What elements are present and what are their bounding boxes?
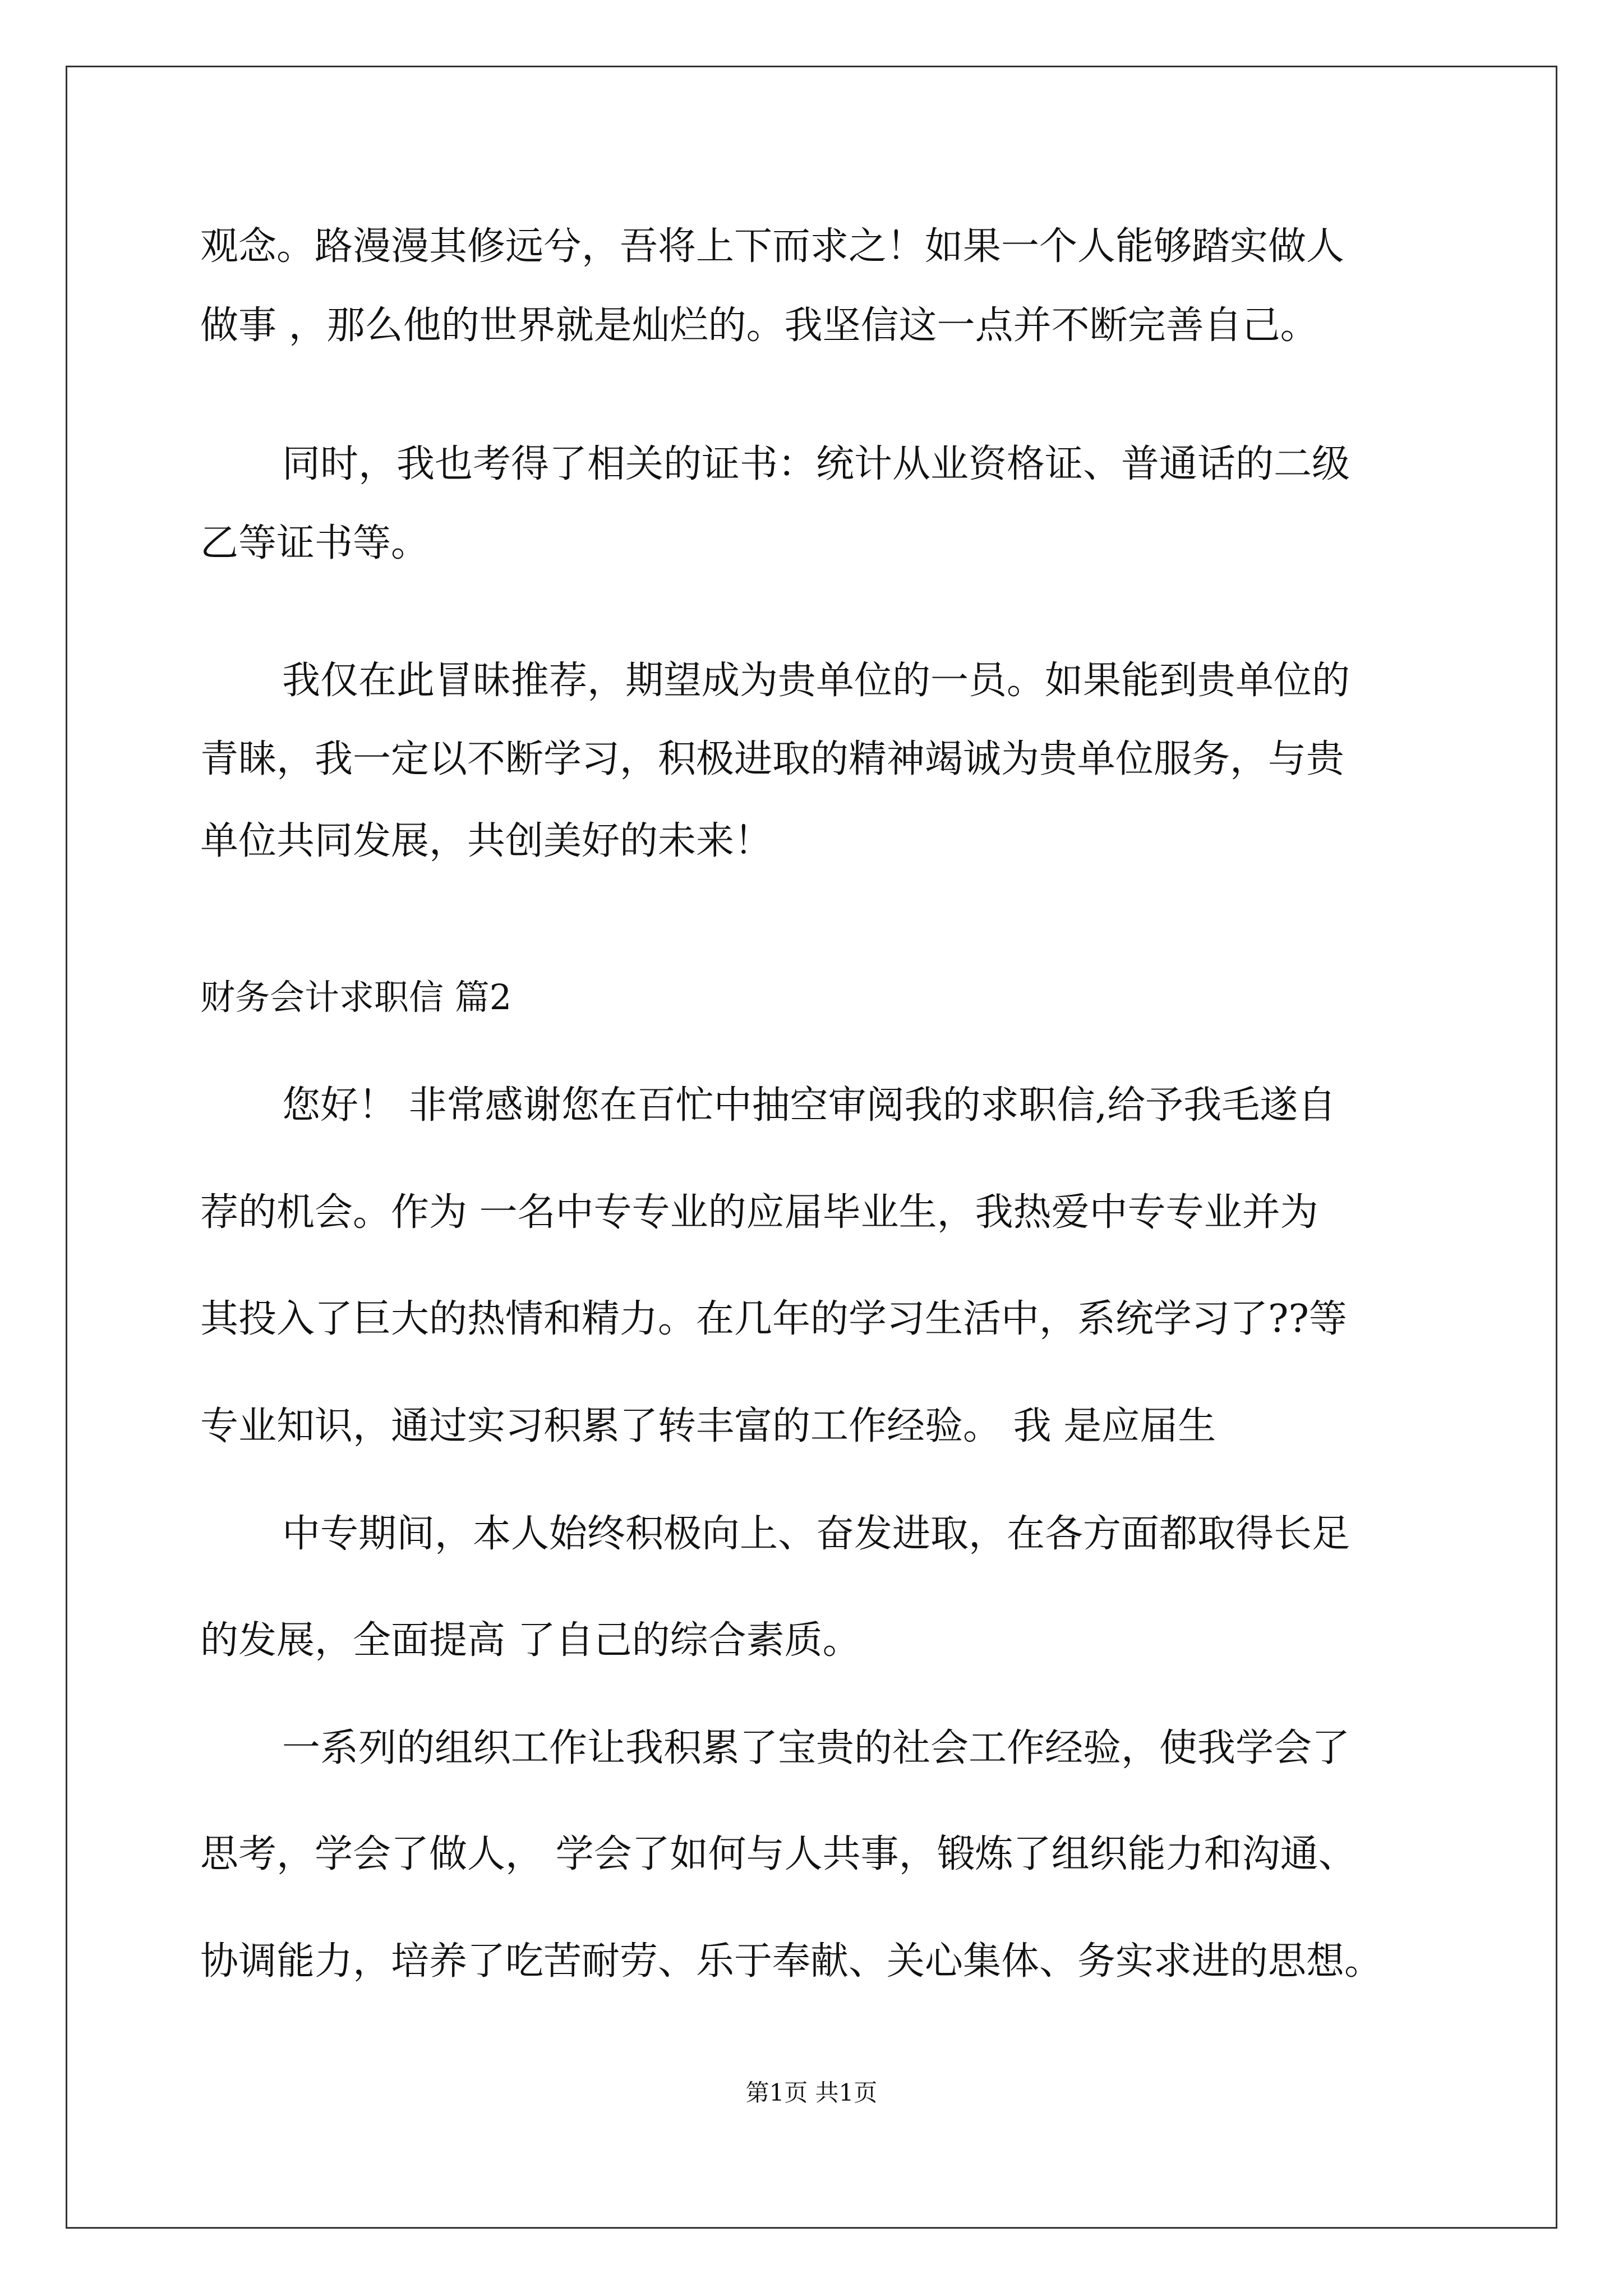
paragraph-line: 一系列的组织工作让我积累了宝贵的社会工作经验，使我学会了 xyxy=(282,1726,1350,1770)
paragraph-line: 您好！ 非常感谢您在百忙中抽空审阅我的求职信,给予我毛遂自 xyxy=(282,1083,1336,1128)
page-border xyxy=(66,66,1557,2229)
text-line: 其投入了巨大的热情和精力。在几年的学习生活中，系统学习了??等 xyxy=(200,1297,1347,1341)
paragraph-line: 中专期间，本人始终积极向上、奋发进取，在各方面都取得长足 xyxy=(282,1512,1350,1556)
page-footer: 第1页 共1页 xyxy=(745,2079,878,2106)
text-line: 做事 ，那么他的世界就是灿烂的。我坚信这一点并不断完善自己。 xyxy=(200,303,1318,348)
text-line: 协调能力，培养了吃苦耐劳、乐于奉献、关心集体、务实求进的思想。 xyxy=(200,1939,1383,1984)
paragraph-line: 我仅在此冒昧推荐，期望成为贵单位的一员。如果能到贵单位的 xyxy=(282,659,1350,703)
text-line: 青睐，我一定以不断学习，积极进取的精神竭诚为贵单位服务，与贵 xyxy=(200,737,1345,781)
text-line: 思考，学会了做人， 学会了如何与人共事，锻炼了组织能力和沟通、 xyxy=(200,1832,1357,1876)
section-heading: 财务会计求职信 篇2 xyxy=(200,977,512,1018)
paragraph-line: 同时，我也考得了相关的证书：统计从业资格证、普通话的二级 xyxy=(282,442,1350,486)
text-line: 荐的机会。作为 一名中专专业的应届毕业生，我热爱中专专业并为 xyxy=(200,1190,1318,1235)
text-line: 单位共同发展，共创美好的未来！ xyxy=(200,819,773,863)
text-line: 的发展，全面提高 了自己的综合素质。 xyxy=(200,1618,861,1663)
text-line: 乙等证书等。 xyxy=(200,521,430,565)
text-line: 观念。路漫漫其修远兮，吾将上下而求之！如果一个人能够踏实做人 xyxy=(200,224,1345,269)
text-line: 专业知识，通过实习积累了转丰富的工作经验。 我 是应届生 xyxy=(200,1404,1216,1448)
